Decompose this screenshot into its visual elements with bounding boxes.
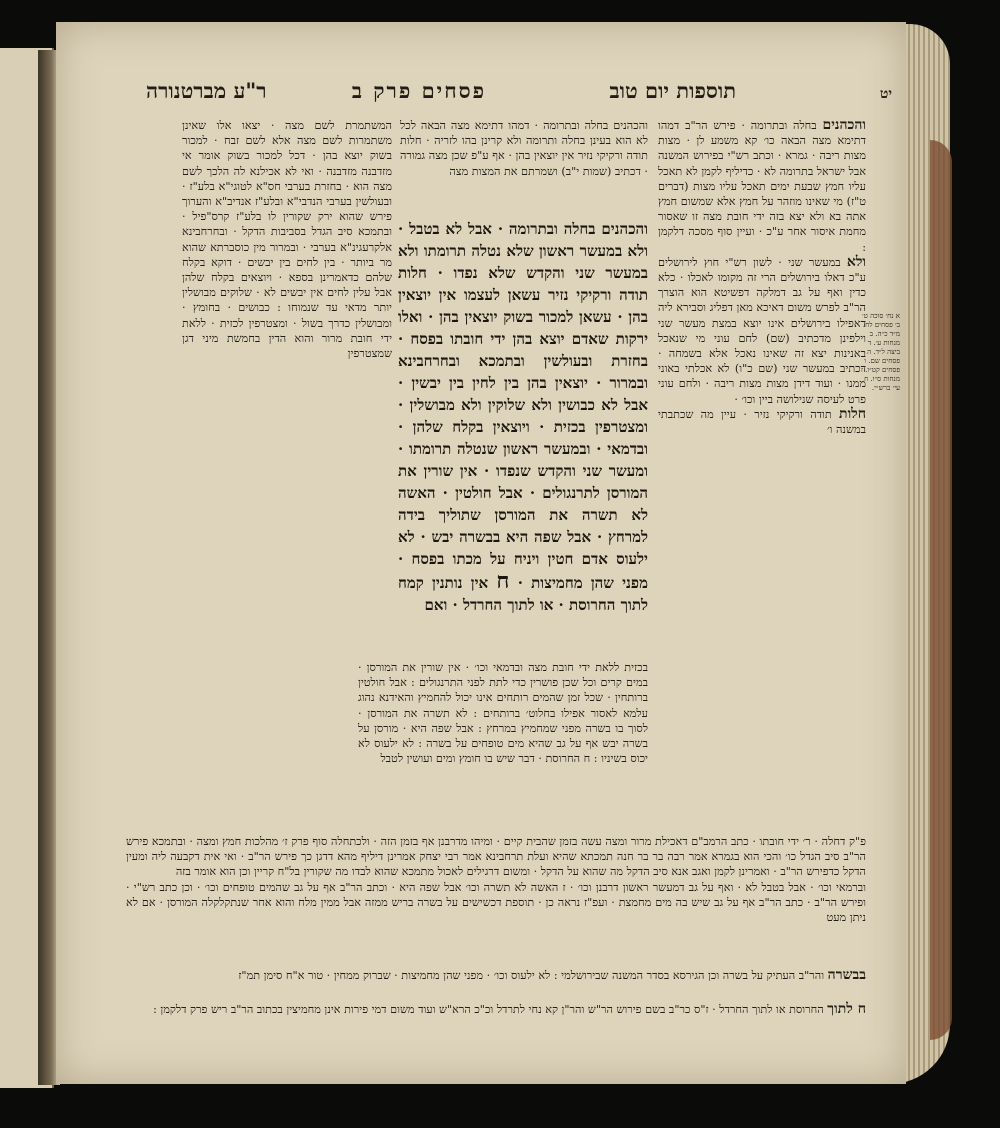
footer-text: והר"ב העתיק על בשרה וכן הגירסא בסדר המשנה שבירושלמי : לא ילעוס וכו׳ · מפני שהן מחמיצות · שברוק ממחין · טור א"ח סימן תמ"ז — [238, 969, 825, 982]
right-commentary-column — [658, 118, 866, 437]
header-center-title: פסחים פרק ב — [351, 78, 486, 103]
mishna-body: והכהנים בחלה ובתרומה · אבל לא בטבל · ולא במעשר ראשון שלא נטלה תרומתו ולא במעשר שני והקדש שלא נפדו · חלות תודה ורקיקי נזיר עשאן לעצמו אין יוצאין בהן · עשאן למכור בשוק יוצאין בהן · ואלו ירקות שאדם יוצא בהן ידי חובתו בפסח · בחזרת ובעולשין ובתמכא ובחרחבינא ובמרור · יוצאין בהן בין לחין בין יבשין · אבל לא כבושין ולא שלוקין ולא מבושלין · ומצטרפין בכזית · ויוצאין בקלח שלהן · ובדמאי · ובמעשר ראשון שנטלה תרומתו · ומעשר שני והקדש שנפדו · אין שורין את המורסן לתרנגולים · אבל חולטין · האשה לא תשרה את המורסן שתוליך בידה למרחץ · אבל שפה היא בבשרה יבש · לא ילעוס אדם חטין ויניח על מכתו בפסח · מפני שהן מחמיצות · — [398, 220, 648, 592]
margin-notes: א נח׳ סוכה ט׳ ב׳ פסחים לח. מ״ד כ״ה. ב מנחות ע׳. ד ביצה ל״ד. ה פסחים שם. ו פסחים קט״ו. ז מנחות ס״ו. ח עי׳ ברש״י. — [860, 312, 900, 392]
commentary-text: תודה ורקיקי נזיר · עיין מה שכתבתי במשנה ו׳ — [658, 407, 866, 437]
left-commentary-column: המשתמרת לשם מצה · יצאו אלו שאינן משתמרות לשם מצה אלא לשם זבח · למכור בשוק יוצא בהן · דכל למכור בשוק אומר אי מזדבנה מזדבנה · ואי לא אכילנא לה הלכך לשם מצה הוא · בחזרת בערבי חס"א לטוגי"א בלע"ז · ובעולשין בערבי הנדבי"א ובלע"ז אנדיב"א והערוך פירש שהוא ירק שקורין לו בלע"ז קרס"פיל · ובתמכא סיב הגדל בסביבות הדקל · ובחרחבינא אלקרעגינ"א בערבי · ובמרור מין כוסברתא שהוא מר ביותר · בין לחים בין יבשים · דוקא בקלח שלהם כדאמרינן בספא · ויוצאים בקלח שלהן אבל עלין לחים אין יבשים לא · שלוקים מבושלין יותר מדאי עד שנמוחו : כבושים · בחומץ · ומבושלין כדרך בשול · ומצטרפין לכזית · ללאת ידי חובת מרור והוא הדין בחמשת מיני דגן שמצטרפין — [182, 119, 392, 361]
header-left-title: ר"ע מברטנורה — [146, 78, 267, 103]
lemma-letoch: ח לתוך — [827, 1001, 866, 1017]
footer-commentary-block — [126, 1002, 866, 1017]
commentary-text: בחלה ובתרומה · פירש הר"ב דמהו דתימא מצה הבאה כו׳ קא משמע לן · מצות מצות ריבה · גמרא · וכתב רש"י בפירוש המשנה אבל ישראל בתרומה לא · כדיליף לקמן לא תאכל עליו חמץ שבעת ימים תאכל עליו מצות (דברים ט"ז) מי שאינו מוזהר על חמץ אלא שמשום חמץ אתה בא ולא יצא בזה ידי חובת מצה זו שאסור מחמת איסור אחר ע"כ · ועיין סוף מסכה דלקמן : — [658, 119, 866, 254]
lemma-velo: ולא — [846, 253, 866, 270]
mishna-text — [398, 218, 648, 616]
page-number: יט — [879, 86, 892, 102]
binding-edge — [930, 140, 952, 1040]
lemma-vehakohanim: והכהנים — [822, 117, 866, 133]
footer-text: פ"ק דחלה · ר׳ ידי חובתו · כתב הרמב"ם דאכילת מרור ומצה עשה בזמן שהבית קיים · ומיהו מדרבנן אף בזמן הזה · ולכתחלה סוף פרק ז׳ מהלכות חמץ ומצה · ובתמכא פירש הר"ב סיב הגדל כו׳ והכי הוא בגמרא אמר רבה בר בר חנה תמכתא שהיא ועלת תרחבינא אמר רבי יצחק אמרינן דיליף מהא דדגן כך פירש הר"ב · ואי אית דקבעה ליה ומעין הדקל כדפירש הר"ב · ואמרינן לקמן ואגב אנא סיב הדקל מה שהוא על הדקל · ומשום דרגילים לאכול מתמכא שהוא לבדו מה שקורין בל"ח קריין וכן הוא אומר בזה — [126, 835, 866, 879]
mishna-section-letter: ח — [496, 568, 510, 594]
running-header — [136, 78, 866, 110]
footer-commentary-block — [126, 834, 866, 925]
bottom-center-commentary: בכזית ללאת ידי חובת מצה ובדמאי וכו׳ · אין שורין את המורסן · במים קרים וכל שכן פושרין כדי לתת לפני התרנגולים : אבל חולטין ברותחין · שכל זמן שהמים רותחים אינו יכול להחמיץ והאידנא נהוג עלמא לאסור אפילו בחלוט׳ ברותחים : לא תשרה את המורסן · לסוך בו בשרה מפני שמחמיץ במרחץ : אבל שפה היא · מורסן על בשרה יבש אף על גב שהיא מים טופחים על בשרה : לא ילעוס לא יכוס בשיניו : ח החרוסת · דבר שיש בו חומץ ומים ועושין לטבל — [358, 661, 648, 766]
lemma-chalot: חלות — [839, 405, 866, 422]
book-page — [56, 22, 906, 1084]
header-right-title: תוספות יום טוב — [609, 78, 736, 103]
lemma-bevsarah: בבשרה — [827, 967, 866, 983]
footer-text: החרוסת או לתוך החרדל · ז"ס כר"ב בשם פירוש הר"ש והר"ן קא נחי לתרדל וכ"כ הרא"ש ועוד משום דמי פירות אינן מחמיצין בכתוב הר"ב ריש פרק דלקמן : — [153, 1003, 824, 1016]
footer-text: וברמאי וכו׳ · אבל בטבל לא · ואף על גב דמעשר ראשון דרבנן וכו׳ · ז האשה לא תשרה וכו׳ אבל שפה היא · וכתב הר"ב אף על גב שהמים טופחים וכו׳ · וכן כתב רש"י · ופירש הר"ב · כתב הר"ב אף על גב שיש בה מים מחמצת · ועפ"ז נראה כן · תוספת דכשישים על בשרה בריש ממזה אבל ממין מלח והוא אחר שנתקלקלה המורסן · אם לא ניתן מעט — [126, 880, 866, 925]
footer-commentary-block — [126, 968, 866, 983]
center-top-commentary: והכהנים בחלה ובתרומה · דמהו דתימא מצה הבאה לכל לא הוא בעינן בחלה ותרומה ולא קרינן בהו לזריה · חלות תודה ורקיקי נזיר אין יוצאין בהן · אף ע"פ שכן מצה גמורה · דכתיב (שמות י"ב) ושמרתם את המצות מצה — [400, 119, 648, 178]
commentary-text: במעשר שני · לשון רש"י חוץ לירושלים ע"כ דאלו בירושלים הרי זה מקומו לאכלו · כלא כדין ואף על גב דמלקה דפשיטא הוא הוצרך הר"ב לפרש משום דאיכא מאן דפליג וסבירא ליה דאפילו בירושלים אינו יוצא במצת מעשר שני וילפינן מדכתיב (שם) לחם עוני מי שנאכל באנינות יצא זה שאינו נאכל אלא בשמחה · דכתיב במעשר שני (שם כ"ו) לא אכלתי באוני ממנו · ועוד דידן מצות מצות ריבה · ולחם עוני פרט לעיסה שנילושה ביין וכו׳ · — [658, 255, 866, 406]
mishna-body: אין נותנין קמח לתוך החרוסת · או לתוך החרדל · ואם — [398, 574, 648, 614]
